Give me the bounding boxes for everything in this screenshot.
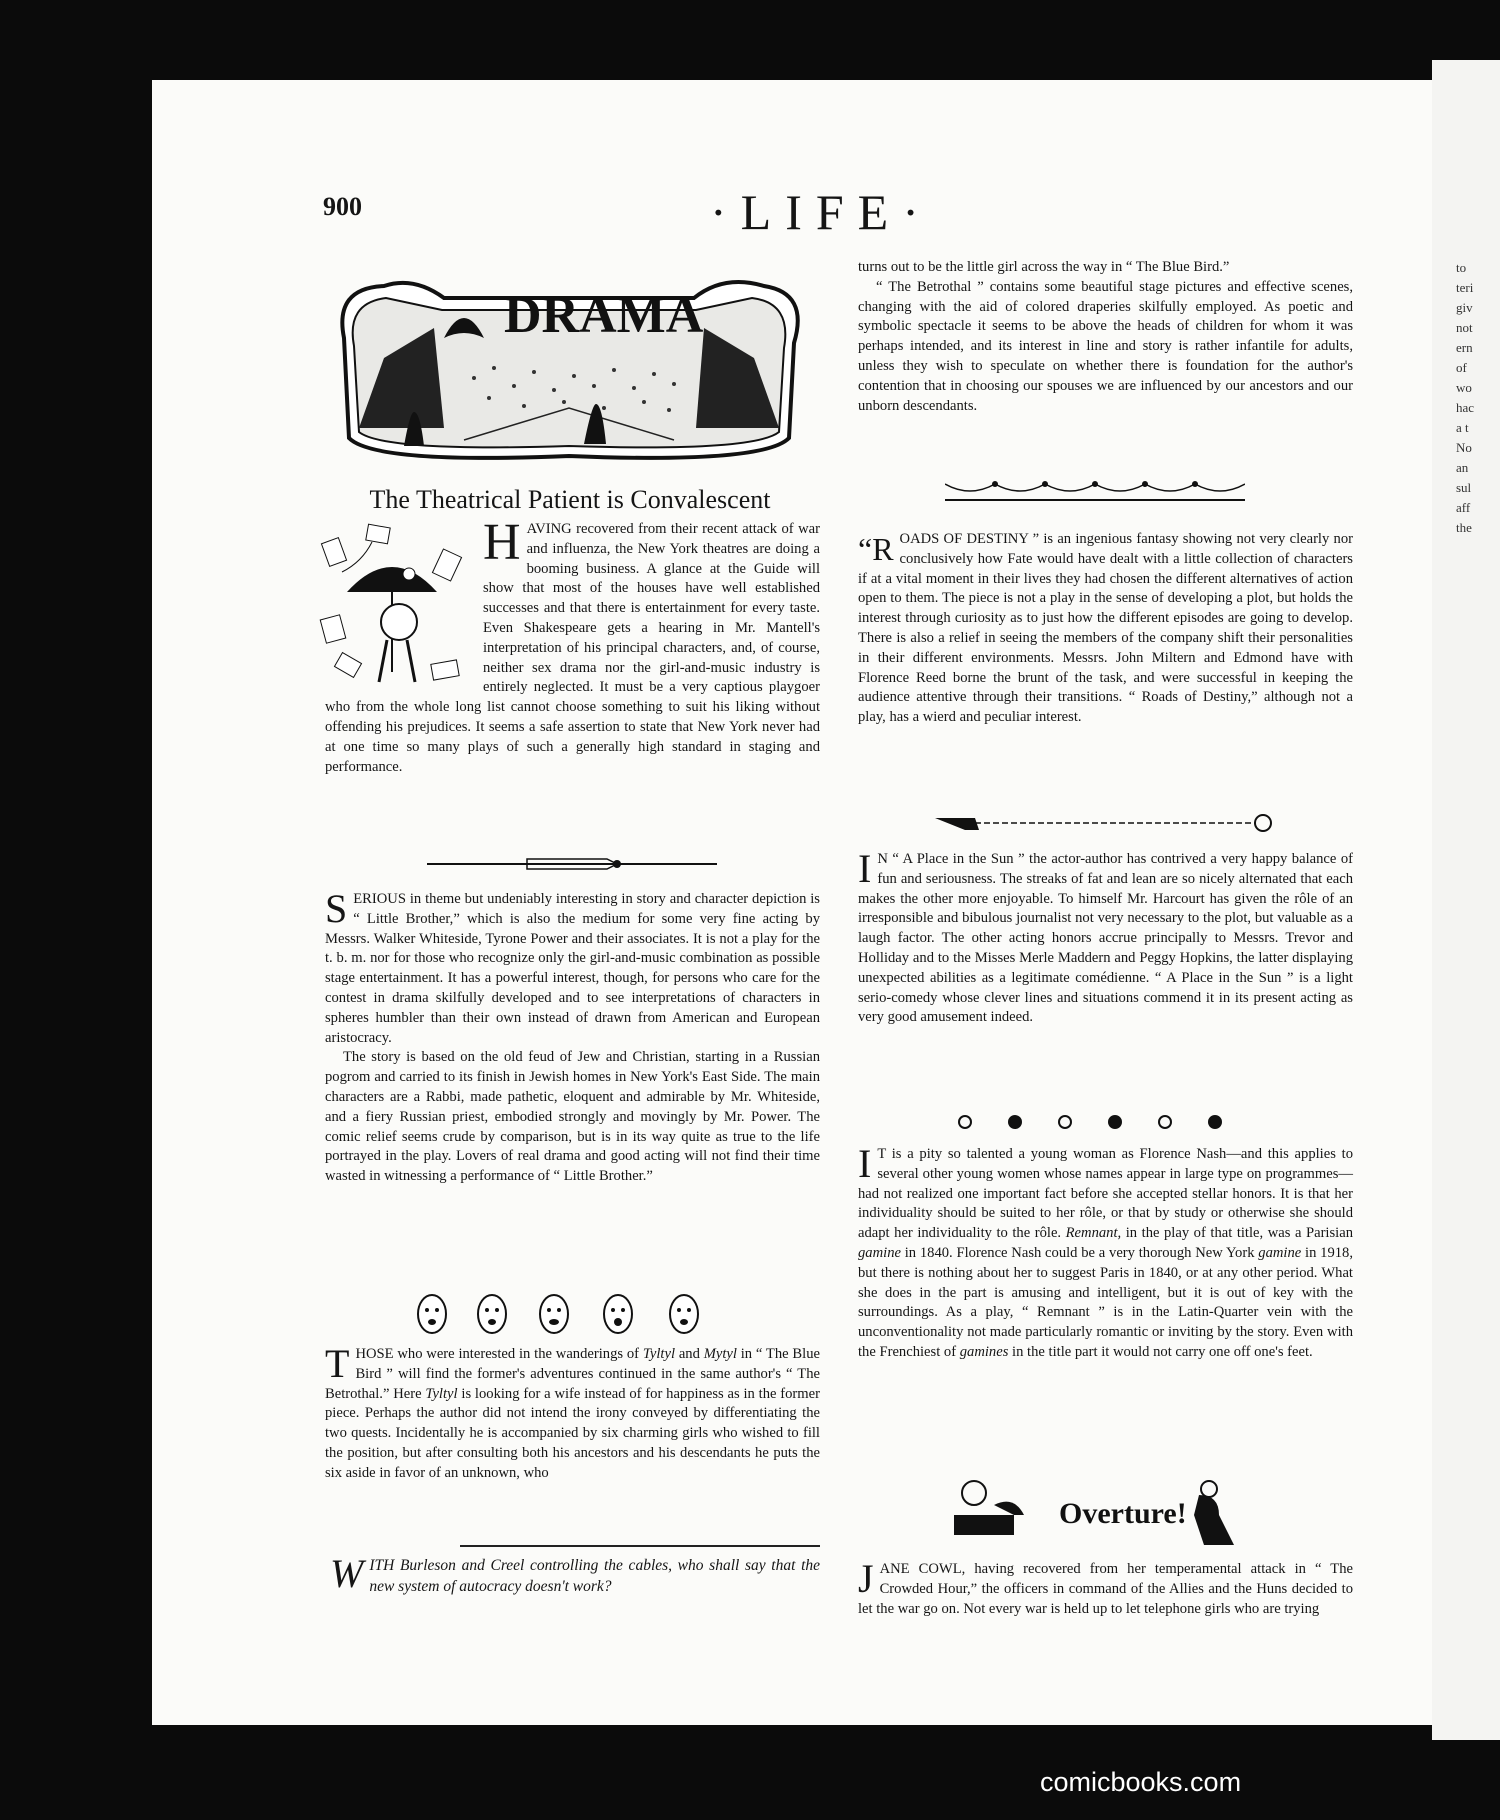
ornamental-divider: [955, 1112, 1255, 1132]
review-text: T is a pity so talented a young woman as Florence Nash—and this applies to several other young women whose names appear in large type on programmes—had not realized one important fact before she accepted stellar honors. It is that her individuality should be suited to her rôle, or that by study or otherwise she should adapt her individuality to the rôle.: [858, 1146, 1353, 1242]
drama-banner-illustration: [324, 268, 814, 466]
edge-fragment: aff: [1456, 500, 1471, 515]
ornamental-divider: [945, 480, 1245, 504]
review-text: HOSE who were interested in the wanderings of: [355, 1346, 640, 1362]
character-name: Tyltyl: [642, 1346, 675, 1362]
betrothal-paragraph: “ The Betrothal ” contains some beautiful stage pictures and effective scenes, changing with the aid of colored draperies skilfully employed. As poetic and symbolic spectacle it seems to be above the heads of children for whom it was perhaps intended, and its interest in line and story is rather infantile for adults, unless they wish to speculate on whether there is foundation for the author's contention that in choosing our spouses we are influenced by our ancestors and our unborn descendants.: [858, 278, 1353, 414]
edge-fragment: sul: [1456, 480, 1472, 495]
watermark: comicbooks.com: [1040, 1767, 1242, 1797]
ornamental-divider: [427, 857, 717, 871]
continued-text: turns out to be the little girl across the way in “ The Blue Bird.”: [858, 259, 1230, 275]
ornamental-divider: [935, 810, 1275, 836]
review-text: OADS OF DESTINY ” is an ingenious fantasy showing not very clearly nor conclusively how Fate would have dealt with a little collection of characters if at a vital moment in their lives they had chosen the different alternatives of action open to them. The piece is not a play in the sense of developing a plot, but holds the interest through curiosity as to just how the different episodes are going to develop. There is also a relief in seeing the members of the company shift their personalities in their different environments. Messrs. John Miltern and Edmond have with Florence Reed borne the brunt of the task, and were successful in keeping the audience attentive through their transitions. “ Roads of Destiny,” although not a play, has a wierd and peculiar interest.: [858, 531, 1353, 726]
edge-fragment: not: [1456, 320, 1473, 335]
edge-fragment: the: [1456, 520, 1472, 535]
edge-fragment: to: [1456, 260, 1467, 275]
betrothal-review-start: [325, 1341, 820, 1484]
crowded-hour-review: [858, 1556, 1353, 1619]
review-text: ANE COWL, having recovered from her temperamental attack in “ The Crowded Hour,” the officers in command of the Allies and the Huns decided to let the war go on. Not every war is held up to let telephone girls who are trying: [858, 1561, 1353, 1617]
italic-word: gamine: [858, 1244, 901, 1261]
character-name: Mytyl: [703, 1346, 737, 1362]
footer-rule: [460, 1545, 820, 1547]
review-text: is looking for a wife instead of for happiness as in the former piece. Perhaps the author did not intend the irony conveyed by differentiating the two quests. Incidentally he is accompanied by six charming girls who wished to fill the position, but after consulting both his ancestors and his descendants he puts the six aside in favor of an unknown, who: [325, 1385, 820, 1481]
footer-quip: [330, 1551, 820, 1597]
article-headline: The Theatrical Patient is Convalescent: [369, 485, 771, 514]
drop-cap: S: [325, 886, 348, 931]
umbrella-man-illustration: [317, 522, 477, 692]
italic-word: gamines: [959, 1343, 1009, 1360]
adjacent-page-edge: [1432, 60, 1500, 1740]
review-text: in 1918, but there is nothing about her to suggest Paris in 1840, or at any other period. What she does in the part is amusing and intelligent, but it is out of key with the surroundings. As a play, “ Remnant ” is in the Latin-Quarter vein with the unconventionality not made particularly romantic or inviting by the story. Even with the Frenchiest of: [858, 1244, 1354, 1360]
edge-fragment: giv: [1456, 300, 1473, 315]
remnant-review: [858, 1141, 1354, 1363]
theatre-faces-illustration: [412, 1290, 732, 1338]
review-text: in “ The Blue Bird ” will find the former's adventures continued in the same author's “ The Betrothal.” Here: [325, 1346, 820, 1402]
column-two-top: [858, 258, 1353, 416]
edge-fragment: of: [1456, 360, 1467, 375]
little-brother-review: [325, 886, 820, 1187]
edge-fragment: hac: [1456, 400, 1475, 415]
drop-cap: “R: [858, 531, 894, 567]
edge-fragment: teri: [1456, 280, 1474, 295]
drop-cap: W: [330, 1551, 364, 1596]
edge-fragment: an: [1456, 460, 1469, 475]
article-intro: [325, 514, 820, 777]
play-title: Remnant,: [1065, 1225, 1122, 1242]
banner-title: DRAMA: [504, 287, 704, 344]
drop-cap: H: [483, 514, 521, 571]
overture-illustration: [944, 1475, 1264, 1550]
review-paragraph: The story is based on the old feud of Jew and Christian, starting in a Russian pogrom and carried to its finish in Jewish homes in New York's East Side. The main characters are a Rabbi, made pathetic, eloquent and admirable by Mr. Whiteside, and a fiery Russian priest, embodied strongly and movingly by Mr. Power. The comic relief seems crude by comparison, but is in its way quite as true to the life portrayed in the play. Lovers of real drama and good acting will not find their time wasted in witnessing a performance of “ Little Brother.”: [325, 1049, 820, 1185]
review-text: N “ A Place in the Sun ” the actor-author has contrived a very happy balance of fun and seriousness. The streaks of fat and lean are so nicely alternated that each makes the other more enjoyable. To himself Mr. Harcourt has given the rôle of an irresponsible and bibulous journalist not very necessary to the plot, but valuable as a laugh factor. The other acting honors accrue principally to Messrs. Trevor and Holliday and to the Misses Merle Maddern and Peggy Hopkins, the latter displaying unexpected abilities as a legitimate comédienne. “ A Place in the Sun ” is a light serio-comedy whose clever lines and situations commend it in its present acting as very good amusement indeed.: [858, 851, 1353, 1026]
drop-cap: I: [858, 846, 872, 891]
review-paragraph: ERIOUS in theme but undeniably interesting in story and character depiction is “ Little Brother,” which is also the medium for some very fine acting by Messrs. Walker Whiteside, Tyrone Power and their associates. It is not a play for the t. b. m. nor for those who recognize only the girl-and-music combination as possible stage entertainment. It has a powerful interest, though, for persons who care for the contest in drama skilfully developed and to see interpretations of characters in spheres humbler than their own instead of drawn from American and European aristocracy.: [325, 891, 820, 1046]
edge-fragment: wo: [1456, 380, 1472, 395]
footer-quip-text: ITH Burleson and Creel controlling the cables, who shall say that the new system of autocracy doesn't work?: [369, 1557, 820, 1595]
overture-title: Overture!: [1059, 1497, 1187, 1530]
review-text: and: [678, 1346, 700, 1362]
review-text: in the play of that title, was a Parisian: [1125, 1225, 1353, 1242]
drop-cap: J: [858, 1556, 874, 1601]
italic-word: gamine: [1258, 1244, 1302, 1261]
page-number: 900: [323, 192, 362, 221]
drop-cap: I: [858, 1141, 872, 1186]
masthead: ·LIFE·: [710, 184, 933, 240]
place-in-the-sun-review: [858, 846, 1353, 1028]
edge-fragment: ern: [1456, 340, 1473, 355]
article-intro-text: AVING recovered from their recent attack of war and influenza, the New York theatres are doing a booming business. A glance at the Guide will show that most of the houses have well established successes and that there is entertainment for every taste. Even Shakespeare gets a hearing in Mr. Mantell's interpretation of his principal characters, and, of course, neither sex drama nor the girl-and-music industry is entirely neglected. It must be a very captious playgoer who from the whole long list cannot choose something to suit his liking without offending his prejudices. It seems a safe assertion to state that New York never had at one time so many plays of such a generally high standard in staging and performance.: [325, 521, 820, 775]
roads-of-destiny-review: [858, 530, 1353, 728]
edge-fragment: a t: [1456, 420, 1469, 435]
edge-fragment: No: [1456, 440, 1472, 455]
character-name: Tyltyl: [425, 1385, 458, 1402]
review-text: in 1840. Florence Nash could be a very thorough New York: [904, 1244, 1255, 1261]
review-text: in the title part it would not carry one off one's feet.: [1012, 1343, 1313, 1360]
drop-cap: T: [325, 1341, 350, 1386]
